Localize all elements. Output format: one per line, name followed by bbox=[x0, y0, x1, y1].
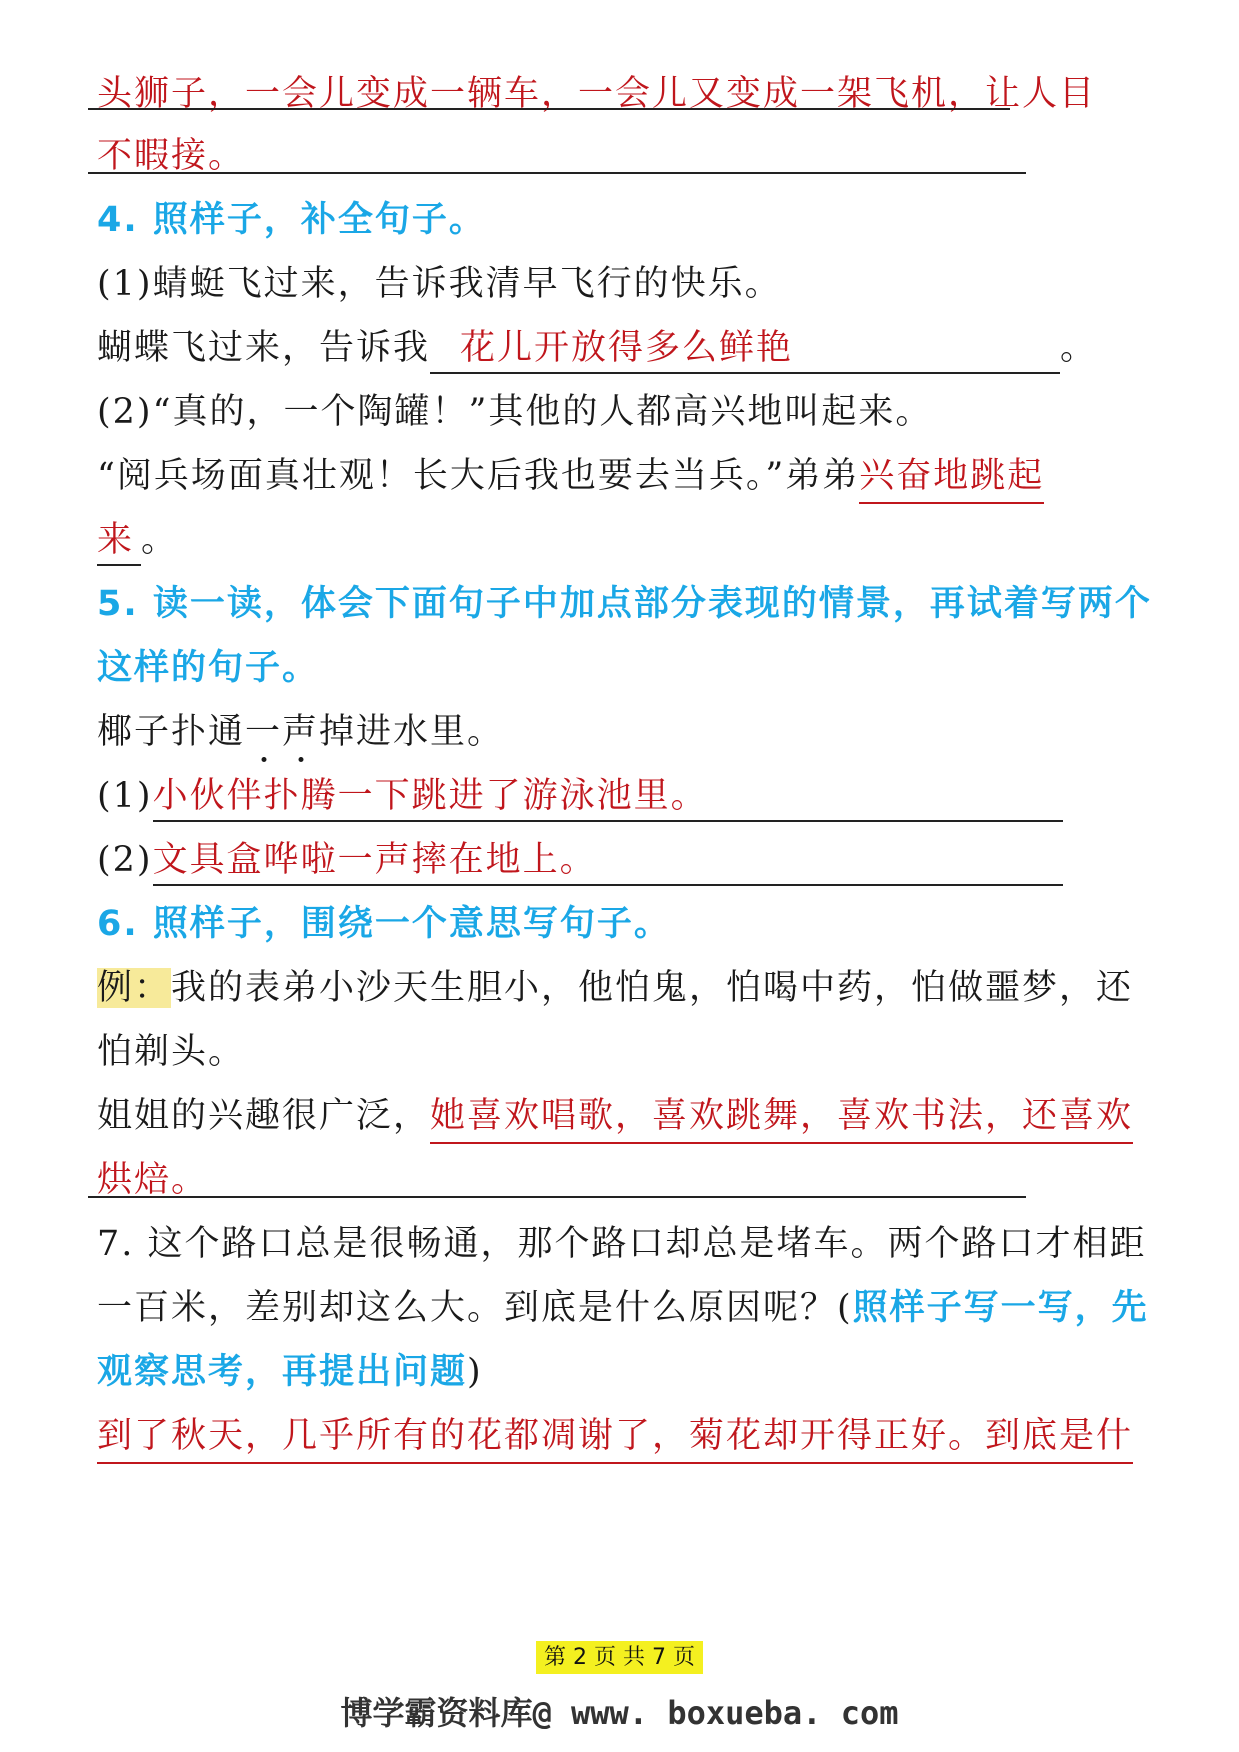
answer: 到了秋天，几乎所有的花都凋谢了，菊花却开得正好。到底是什 bbox=[97, 1412, 1133, 1464]
q4-1-example: (1)蜻蜓飞过来，告诉我清早飞行的快乐。 bbox=[97, 264, 782, 304]
page-footer bbox=[0, 1640, 1239, 1671]
q4-2-prompt-cont bbox=[97, 516, 178, 566]
text: 不暇接。 bbox=[97, 136, 246, 176]
q6-answer-cont: 烘焙。 bbox=[97, 1160, 209, 1200]
q7-text: 7. 这个路口总是很畅通，那个路口却总是堵车。两个路口才相距 bbox=[97, 1224, 1147, 1264]
example-label: 例： bbox=[97, 968, 172, 1008]
answer-rule bbox=[88, 172, 1026, 174]
q5-2 bbox=[97, 836, 1063, 886]
dotted-char: 一 bbox=[245, 708, 282, 756]
answer: 来 bbox=[97, 516, 141, 566]
answer: 她喜欢唱歌，喜欢跳舞，喜欢书法，还喜欢 bbox=[430, 1092, 1133, 1144]
q5-example bbox=[97, 708, 504, 756]
answer: 兴奋地跳起 bbox=[859, 452, 1044, 504]
q6-prompt bbox=[97, 1092, 1133, 1144]
text: 掉进水里。 bbox=[319, 712, 505, 752]
text: 。 bbox=[141, 520, 179, 560]
text: 头狮子，一会儿变成一辆车，一会儿又变成一架飞机，让人目 bbox=[97, 74, 1097, 114]
q5-1 bbox=[97, 772, 1063, 822]
q4-2-example: (2)“真的，一个陶罐！”其他的人都高兴地叫起来。 bbox=[97, 392, 933, 432]
label: (2) bbox=[97, 840, 153, 880]
answer: 文具盒哗啦一声摔在地上。 bbox=[153, 836, 1063, 886]
question-4-title: 4. 照样子，补全句子。 bbox=[97, 200, 486, 240]
page-number: 第 2 页 共 7 页 bbox=[536, 1641, 703, 1674]
q7-text-cont2 bbox=[97, 1348, 483, 1396]
text: 姐姐的兴趣很广泛， bbox=[97, 1096, 431, 1136]
watermark: 博学霸资料库@ www. boxueba. com bbox=[340, 1694, 899, 1732]
answer: 花儿开放得多么鲜艳 bbox=[460, 328, 794, 368]
text: ) bbox=[467, 1352, 483, 1392]
q6-example bbox=[97, 964, 1133, 1012]
q4-1-prompt bbox=[97, 324, 1097, 374]
answer-line bbox=[97, 70, 1096, 118]
text: 椰子扑通 bbox=[97, 712, 246, 752]
blank bbox=[430, 324, 1060, 374]
label: (1) bbox=[97, 776, 153, 816]
instruction: 观察思考，再提出问题 bbox=[97, 1352, 468, 1392]
text: 我的表弟小沙天生胆小，他怕鬼，怕喝中药，怕做噩梦，还 bbox=[171, 968, 1134, 1008]
text: “阅兵场面真壮观！长大后我也要去当兵。”弟弟 bbox=[97, 456, 860, 496]
answer-rule bbox=[88, 108, 1010, 110]
question-5-title-cont: 这样的句子。 bbox=[97, 648, 320, 688]
answer: 小伙伴扑腾一下跳进了游泳池里。 bbox=[153, 772, 1063, 822]
text: 蝴蝶飞过来，告诉我 bbox=[97, 328, 431, 368]
instruction: 照样子写一写，先 bbox=[852, 1288, 1149, 1328]
q4-2-prompt bbox=[97, 452, 1044, 504]
q7-answer bbox=[97, 1412, 1133, 1464]
text: 一百米，差别却这么大。到底是什么原因呢？( bbox=[97, 1288, 853, 1328]
text: 。 bbox=[1060, 328, 1098, 368]
question-6-title: 6. 照样子，围绕一个意思写句子。 bbox=[97, 904, 671, 944]
q6-example-cont: 怕剃头。 bbox=[97, 1032, 246, 1072]
dotted-char: 声 bbox=[282, 708, 319, 756]
q7-text-cont bbox=[97, 1284, 1149, 1332]
answer-rule bbox=[88, 1196, 1026, 1198]
question-5-title: 5. 读一读，体会下面句子中加点部分表现的情景，再试着写两个 bbox=[97, 584, 1152, 624]
